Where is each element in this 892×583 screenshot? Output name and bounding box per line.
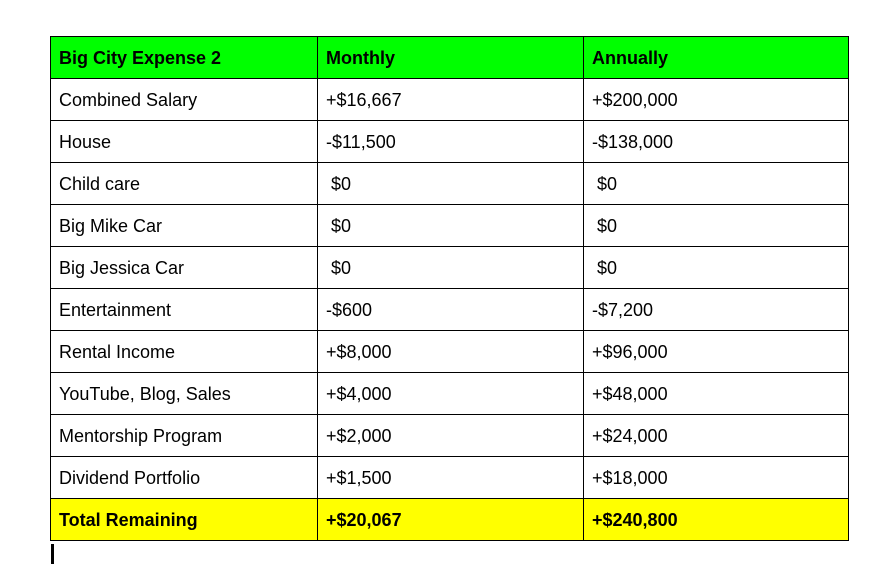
row-label-cell[interactable]: House (51, 121, 318, 163)
monthly-value-cell[interactable]: -$600 (318, 289, 584, 331)
table-row (51, 331, 849, 373)
row-label-cell[interactable]: Big Mike Car (51, 205, 318, 247)
annually-value-cell[interactable]: +$48,000 (584, 373, 849, 415)
table-row (51, 415, 849, 457)
annually-value-cell[interactable]: +$18,000 (584, 457, 849, 499)
annually-value-cell[interactable]: +$24,000 (584, 415, 849, 457)
table-row (51, 163, 849, 205)
row-label-cell[interactable]: Combined Salary (51, 79, 318, 121)
table-row (51, 79, 849, 121)
table-row (51, 457, 849, 499)
total-annually-cell[interactable]: +$240,800 (584, 499, 849, 541)
monthly-value-cell[interactable]: $0 (318, 205, 584, 247)
expense-table (50, 36, 849, 541)
monthly-value-cell[interactable]: -$11,500 (318, 121, 584, 163)
row-label-cell[interactable]: Big Jessica Car (51, 247, 318, 289)
annually-value-cell[interactable]: +$200,000 (584, 79, 849, 121)
table-row (51, 373, 849, 415)
annually-value-cell[interactable]: +$96,000 (584, 331, 849, 373)
text-cursor-caret (51, 544, 54, 564)
row-label-cell[interactable]: YouTube, Blog, Sales (51, 373, 318, 415)
monthly-value-cell[interactable]: $0 (318, 163, 584, 205)
annually-value-cell[interactable]: $0 (584, 163, 849, 205)
row-label-cell[interactable]: Dividend Portfolio (51, 457, 318, 499)
annually-value-cell[interactable]: $0 (584, 247, 849, 289)
row-label-cell[interactable]: Entertainment (51, 289, 318, 331)
monthly-value-cell[interactable]: +$2,000 (318, 415, 584, 457)
table-row (51, 247, 849, 289)
table-row (51, 205, 849, 247)
monthly-value-cell[interactable]: +$4,000 (318, 373, 584, 415)
row-label-cell[interactable]: Child care (51, 163, 318, 205)
annually-value-cell[interactable]: -$138,000 (584, 121, 849, 163)
monthly-value-cell[interactable]: +$8,000 (318, 331, 584, 373)
total-row (51, 499, 849, 541)
table-header-row (51, 37, 849, 79)
row-label-cell[interactable]: Mentorship Program (51, 415, 318, 457)
header-cell-title[interactable]: Big City Expense 2 (51, 37, 318, 79)
monthly-value-cell[interactable]: +$1,500 (318, 457, 584, 499)
monthly-value-cell[interactable]: $0 (318, 247, 584, 289)
row-label-cell[interactable]: Rental Income (51, 331, 318, 373)
header-cell-annually[interactable]: Annually (584, 37, 849, 79)
annually-value-cell[interactable]: $0 (584, 205, 849, 247)
monthly-value-cell[interactable]: +$16,667 (318, 79, 584, 121)
annually-value-cell[interactable]: -$7,200 (584, 289, 849, 331)
table-row (51, 289, 849, 331)
table-row (51, 121, 849, 163)
total-label-cell[interactable]: Total Remaining (51, 499, 318, 541)
expense-table-body (51, 79, 849, 499)
total-monthly-cell[interactable]: +$20,067 (318, 499, 584, 541)
header-cell-monthly[interactable]: Monthly (318, 37, 584, 79)
